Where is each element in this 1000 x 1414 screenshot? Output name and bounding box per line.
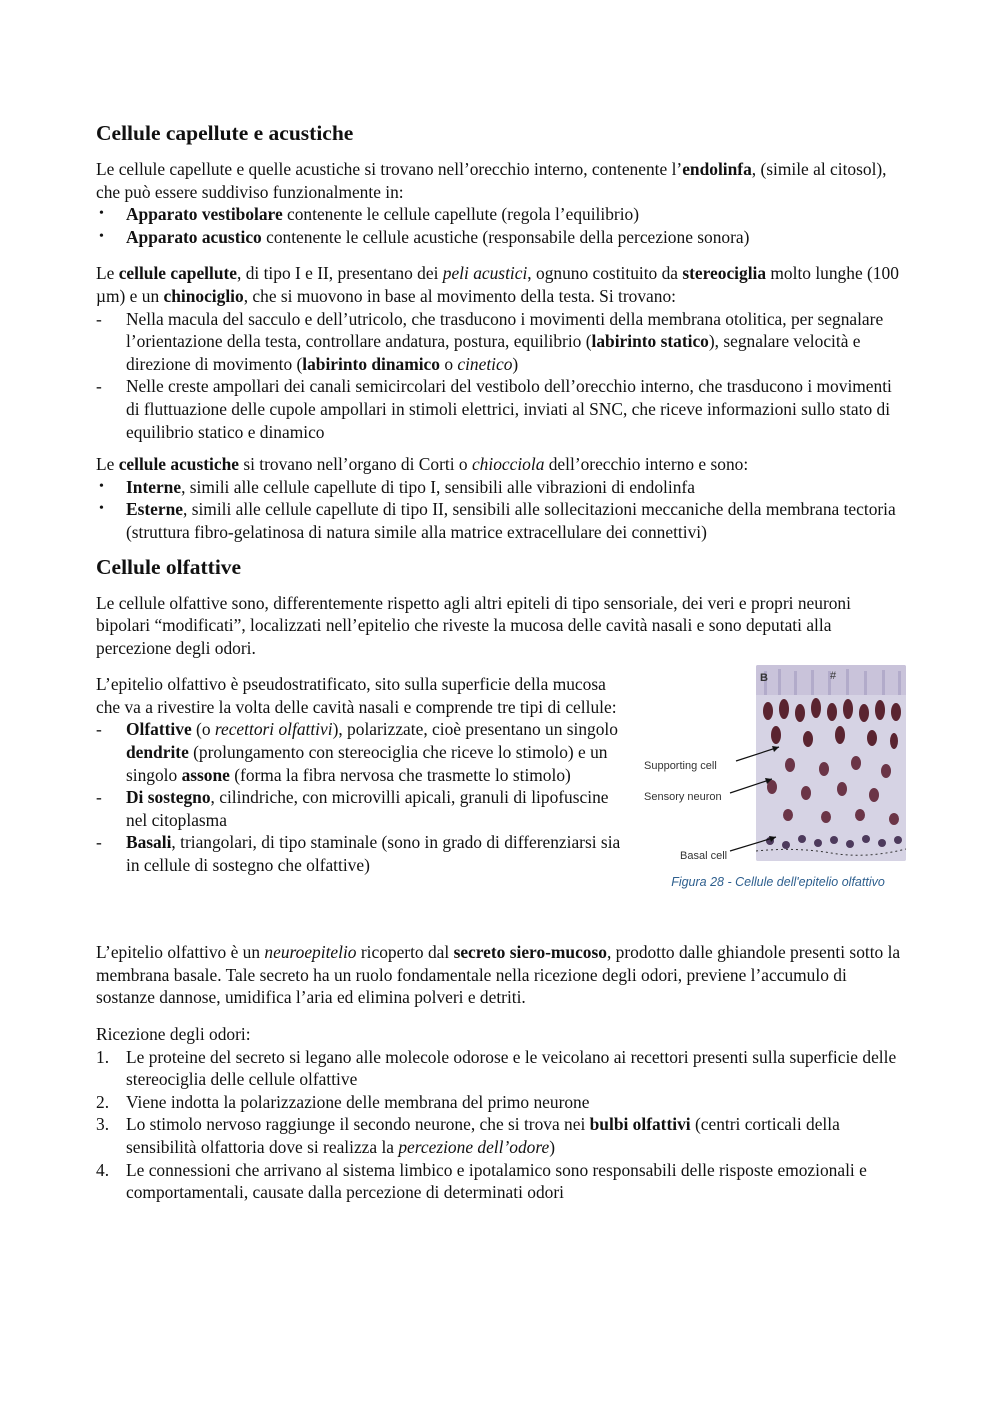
bold-term: cellule capellute <box>118 263 238 284</box>
text-run: , cilindriche, con microvilli apicali, granuli di lipofuscine nel citoplasma <box>126 787 609 830</box>
dash-marker: - <box>96 308 102 329</box>
text-run: Le <box>96 454 119 475</box>
paragraph-ricezione-title: Ricezione degli odori: <box>96 1024 251 1045</box>
text-run: Nella macula del sacculo e dell’utricolo, che trasducono i movimenti della membrana otolitica, per segnalare l’orientazione della testa, controllare andatura, postura, equilibrio ( <box>126 308 884 352</box>
text-run: ) <box>512 353 519 374</box>
bold-term: cellule acustiche <box>118 454 239 475</box>
text-run: dell’orecchio interno e sono: <box>544 454 749 475</box>
list-item <box>96 308 906 376</box>
section-title-cellule-capellute: Cellule capellute e acustiche <box>96 121 354 145</box>
italic-term: percezione dell’odore <box>398 1137 550 1158</box>
list-item <box>96 1046 906 1091</box>
bold-term: stereociglia <box>682 263 767 284</box>
spacer <box>96 1009 906 1023</box>
dash-marker: - <box>96 376 102 397</box>
list-item <box>96 1113 906 1158</box>
paragraph-intro-orecchio <box>96 158 906 203</box>
paragraph-olfattive-intro: Le cellule olfattive sono, differentemente rispetto agli altri epiteli di tipo sensoriale, dei veri e propri neuroni bipolari “modificati”, localizzati nell’epitelio che riveste la mucosa delle cavità nasali e sono deputati alla percezione degli odori. <box>96 592 851 658</box>
spacer <box>96 443 906 453</box>
list-item <box>96 203 906 226</box>
text-run: (forma la fibra nervosa che trasmette lo stimolo) <box>229 764 571 785</box>
dash-marker: - <box>96 832 102 853</box>
text-run: , simili alle cellule capellute di tipo I, sensibili alle vibrazioni di endolinfa <box>181 476 695 497</box>
text-run: , triangolari, di tipo staminale (sono in grado di differenziarsi sia in cellule di sostegno che olfattive) <box>126 832 621 876</box>
text-run: , che si muovono in base al movimento della testa. Si trovano: <box>243 285 676 306</box>
number-marker: 2. <box>96 1091 110 1112</box>
paragraph-cellule-capellute <box>96 262 906 307</box>
text-run: si trovano nell’organo di Corti o <box>238 454 472 475</box>
spacer <box>96 248 906 262</box>
text-run: (prolungamento con stereociglia che riceve lo stimolo) e un singolo <box>126 742 608 785</box>
list-item <box>96 375 906 443</box>
olfactory-two-column <box>96 670 906 941</box>
panel-letter-b: B <box>760 672 768 685</box>
bold-term: Apparato vestibolare <box>126 204 283 225</box>
section-title-cellule-olfattive: Cellule olfattive <box>96 554 242 579</box>
text-run: , prodotto dalle ghiandole presenti sotto la membrana basale. Tale secreto ha un ruolo fondamentale nella ricezione degli odori, previene l’accumulo di sostanze dannose, umidifica l’aria ed elimina polveri e detriti. <box>96 942 901 1008</box>
bullet-marker: • <box>99 501 104 517</box>
olfactory-text-column <box>96 673 626 876</box>
bold-term: assone <box>181 764 230 785</box>
number-marker: 4. <box>96 1159 110 1180</box>
number-marker: 1. <box>96 1046 110 1067</box>
bold-term: bulbi olfattivi <box>589 1114 691 1135</box>
bullet-list-apparati <box>96 203 906 248</box>
bold-term: Basali <box>126 832 172 853</box>
text-run: , di tipo I e II, presentano dei <box>237 263 443 284</box>
paragraph-cellule-acustiche <box>96 453 906 476</box>
text-run: molto lunghe (100 µm) e un <box>96 263 899 306</box>
figure-caption: Figura 28 - Cellule dell'epitelio olfattivo <box>671 875 885 890</box>
text-run: o <box>439 353 458 374</box>
dash-marker: - <box>96 787 102 808</box>
text-run: contenente le cellule acustiche (responsabile della percezione sonora) <box>261 226 750 247</box>
label-supporting-cell: Supporting cell <box>644 760 717 773</box>
number-marker: 3. <box>96 1114 110 1135</box>
italic-term: recettori olfattivi <box>214 719 333 740</box>
list-item <box>96 1091 906 1114</box>
bold-term: dendrite <box>126 742 189 763</box>
list-item <box>96 718 626 786</box>
text-run: Viene indotta la polarizzazione delle membrana del primo neurone <box>126 1091 590 1112</box>
text-run: , ognuno costituito da <box>527 263 683 284</box>
text-run: ), polarizzate, cioè presentano un singolo <box>332 719 618 740</box>
italic-term: chiocciola <box>471 454 545 475</box>
text-run: (o <box>191 719 215 740</box>
bold-term: Esterne <box>126 499 183 520</box>
bullet-marker: • <box>99 206 104 222</box>
text-run: , simili alle cellule capellute di tipo II, sensibili alle sollecitazioni meccaniche della membrana tectoria (struttura fibro-gelatinosa di natura simile alla matrice extracellulare dei connettivi) <box>126 499 896 542</box>
list-item <box>96 786 626 831</box>
dash-list-localizzazione <box>96 308 906 444</box>
text-run: Lo stimolo nervoso raggiunge il secondo neurone, che si trova nei <box>126 1114 590 1135</box>
text-run: ricoperto dal <box>356 942 454 963</box>
text-run: ) <box>549 1137 555 1158</box>
text-run: Le connessioni che arrivano al sistema limbico e ipotalamico sono responsabili delle risposte emozionali e comportamentali, causate dalla percezione di determinati odori <box>126 1159 867 1203</box>
bold-term: secreto siero-mucoso <box>453 942 607 963</box>
label-basal-cell: Basal cell <box>680 850 728 863</box>
spacer <box>96 544 906 554</box>
bold-term: Di sostegno <box>126 787 211 808</box>
numbered-list-ricezione <box>96 1046 906 1204</box>
list-item <box>96 476 906 499</box>
bold-term: Apparato acustico <box>126 226 262 247</box>
bold-term: Interne <box>126 476 182 497</box>
paragraph-neuroepitelio <box>96 941 906 1009</box>
bullet-marker: • <box>99 228 104 244</box>
bold-term: Olfattive <box>126 719 192 740</box>
text-run: ), segnalare velocità e direzione di movimento ( <box>126 331 861 374</box>
paragraph-epitelio-olfattivo: L’epitelio olfattivo è pseudostratificato, sito sulla superficie della mucosa che va a rivestire la volta delle cavità nasali e comprende tre tipi di cellule: <box>96 674 617 717</box>
text-run: Le proteine del secreto si legano alle molecole odorose e le veicolano ai recettori presenti sulla superficie delle stereociglia delle cellule olfattive <box>126 1046 897 1090</box>
text-run: Le <box>96 263 119 284</box>
hash-marker: # <box>830 670 837 683</box>
dash-list-tipi-cellule <box>96 718 626 876</box>
list-item <box>96 1159 906 1204</box>
text-run: L’epitelio olfattivo è un <box>96 942 265 963</box>
bullet-list-cellule-acustiche <box>96 476 906 544</box>
italic-term: peli acustici <box>442 263 528 284</box>
bullet-marker: • <box>99 478 104 494</box>
text-run: contenente le cellule capellute (regola l’equilibrio) <box>282 204 640 225</box>
text-run: Le cellule capellute e quelle acustiche si trovano nell’orecchio interno, contenente l’ <box>96 159 683 179</box>
bold-term: labirinto dinamico <box>302 353 440 374</box>
italic-term: neuroepitelio <box>264 942 357 963</box>
italic-term: cinetico <box>457 353 513 374</box>
bold-term-endolinfa: endolinfa <box>682 159 752 179</box>
list-item <box>96 498 906 543</box>
text-run: Nelle creste ampollari dei canali semicircolari del vestibolo dell’orecchio interno, che trasducono i movimenti di fluttuazione delle cupole ampollari in stimoli elettrici, inviati al SNC, che riceve informazioni sullo stato di equilibrio statico e dinamico <box>126 376 892 442</box>
text-run: (centri corticali della sensibilità olfattoria dove si realizza la <box>126 1114 840 1158</box>
dash-marker: - <box>96 719 102 740</box>
label-sensory-neuron: Sensory neuron <box>644 791 722 804</box>
list-item <box>96 226 906 249</box>
text-run: , (simile al citosol), che può essere suddiviso funzionalmente in: <box>96 159 887 202</box>
bold-term: labirinto statico <box>591 331 709 352</box>
page-content <box>96 120 906 1204</box>
bold-term: chinociglio <box>163 285 244 306</box>
list-item <box>96 831 626 876</box>
